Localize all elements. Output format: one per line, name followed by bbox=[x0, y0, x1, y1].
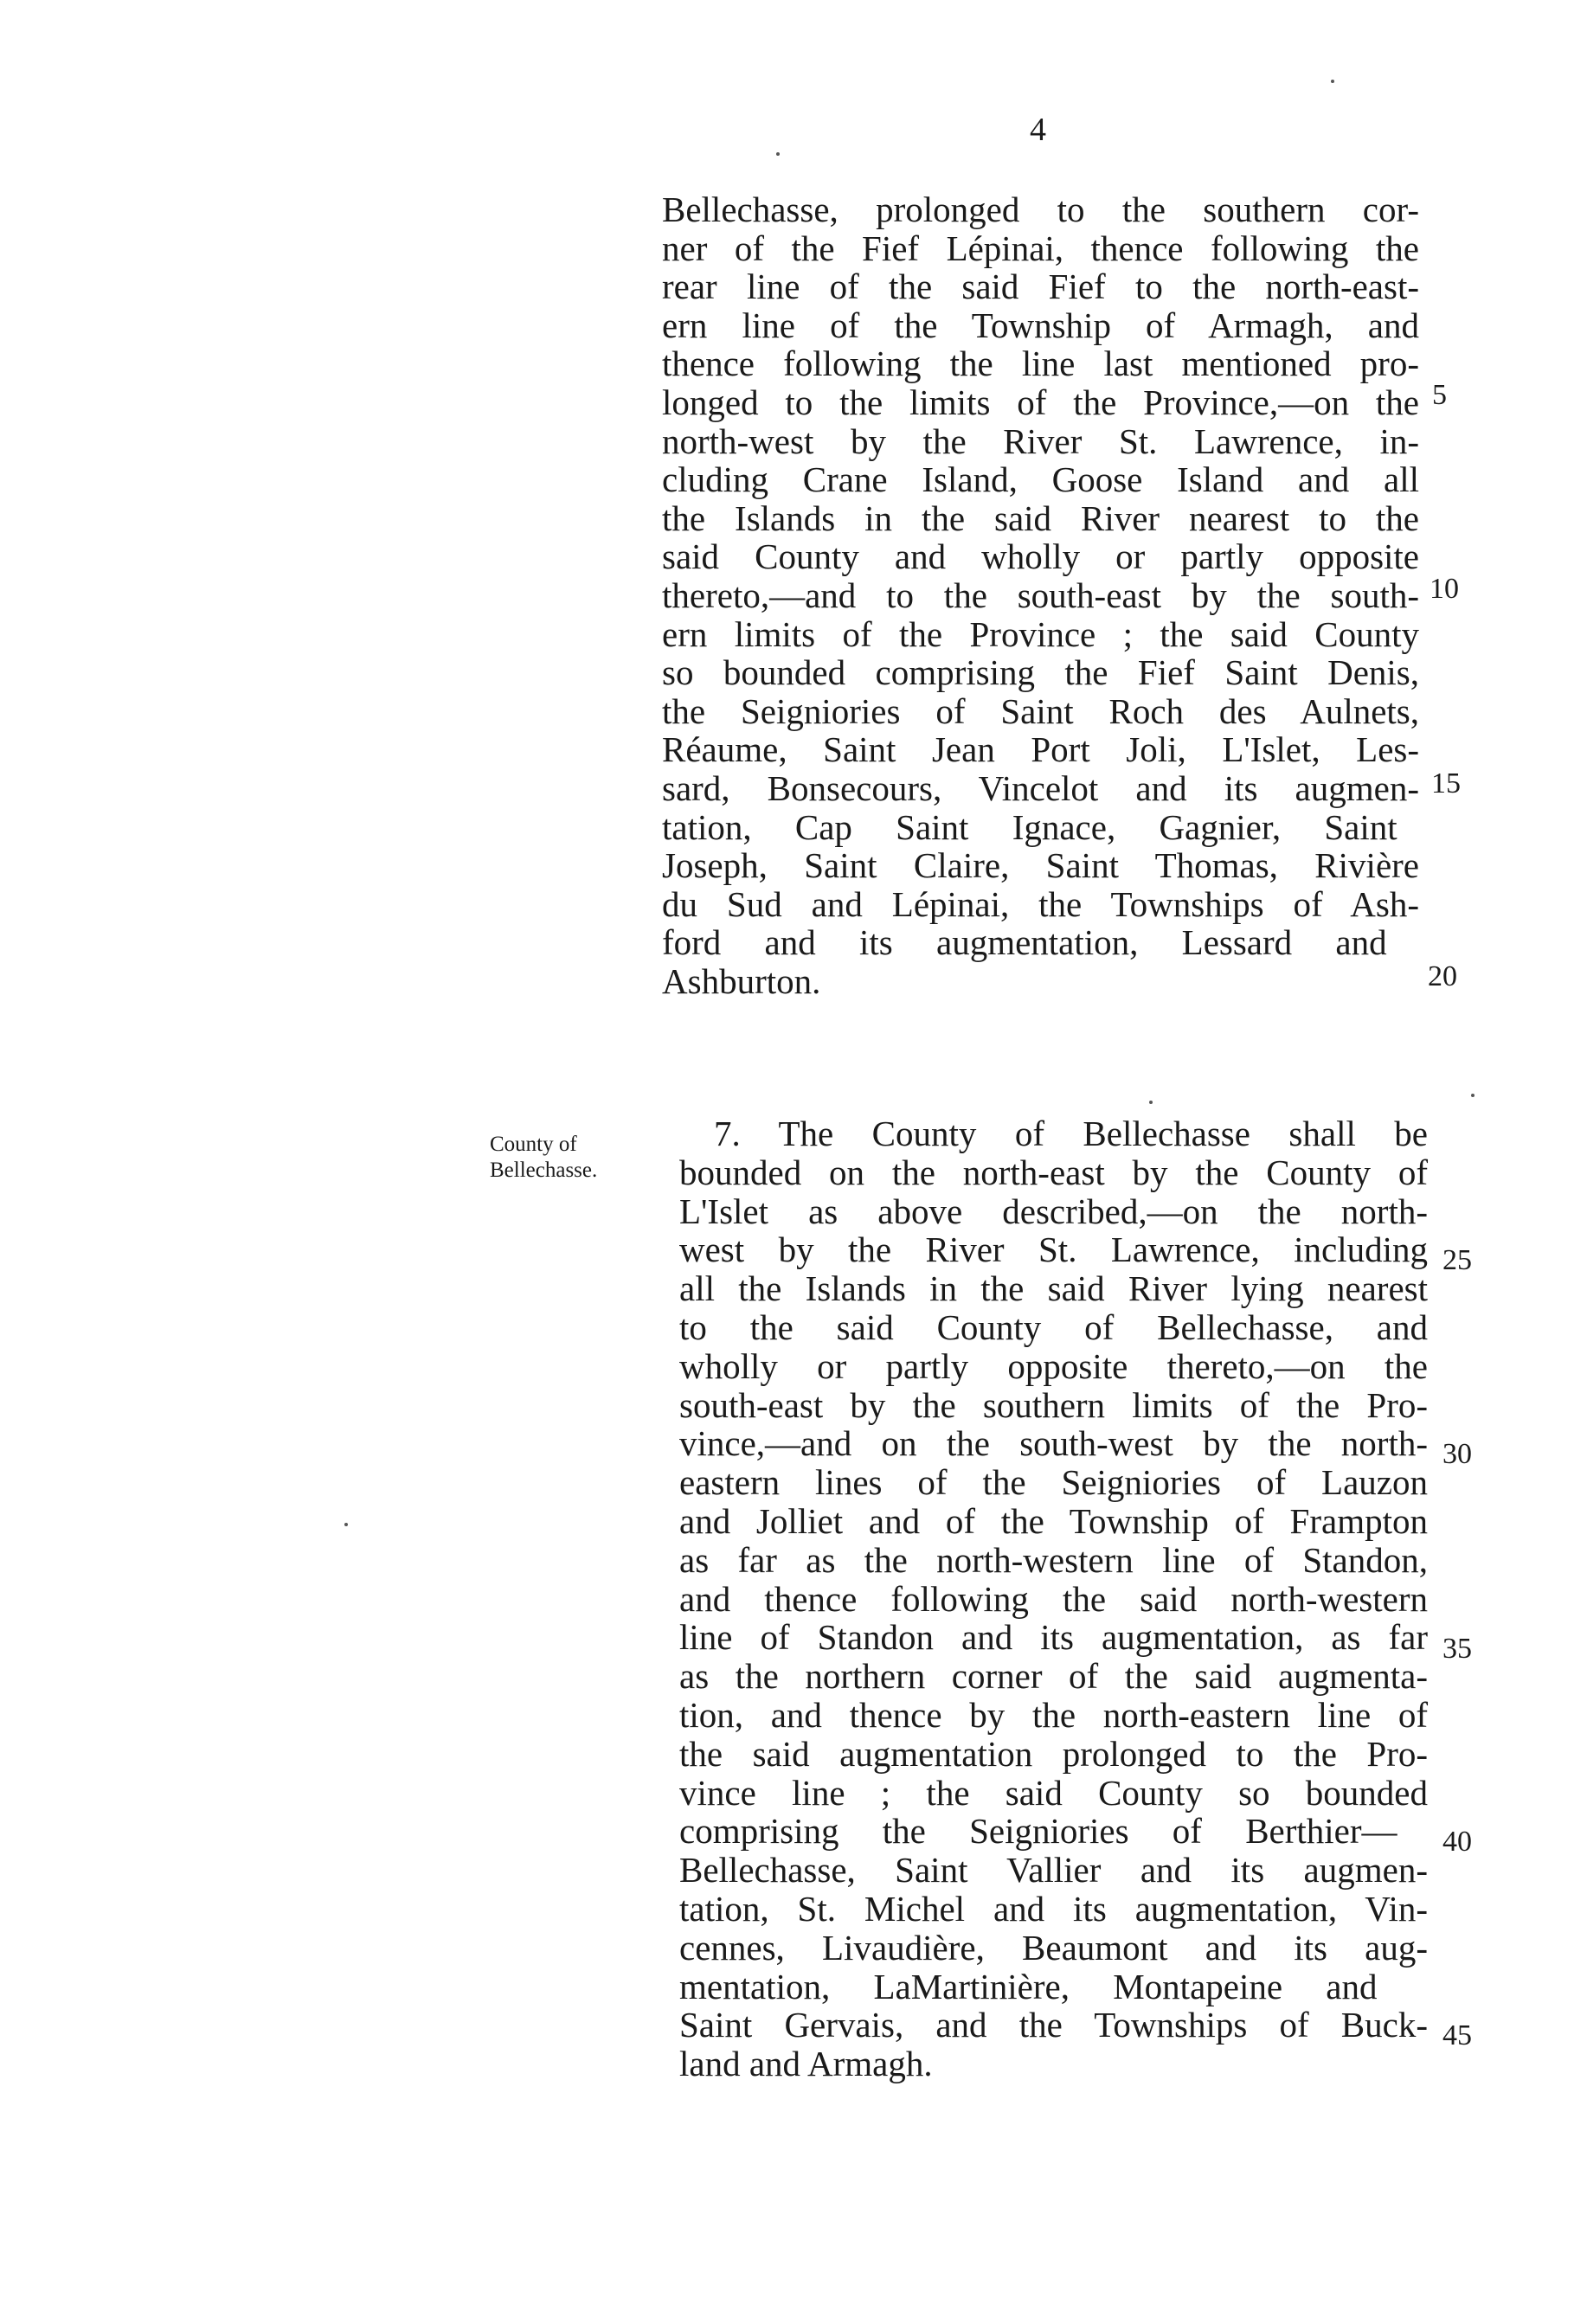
text-line: Réaume, Saint Jean Port Joli, L'Islet, Les- bbox=[662, 729, 1419, 770]
text-line: cluding Crane Island, Goose Island and all bbox=[662, 459, 1419, 500]
marginal-note-line: Bellechasse. bbox=[490, 1159, 598, 1182]
print-speck bbox=[1149, 1101, 1153, 1104]
text-line: cennes, Livaudière, Beaumont and its aug- bbox=[679, 1927, 1428, 1968]
text-line: as far as the north-western line of Standon, bbox=[679, 1539, 1428, 1580]
line-number: 10 bbox=[1430, 573, 1459, 605]
text-line: north-west by the River St. Lawrence, in- bbox=[662, 421, 1419, 461]
text-line: vince,—and on the south-west by the north- bbox=[679, 1423, 1428, 1464]
text-line: the Seigniories of Saint Roch des Aulnets, bbox=[662, 690, 1419, 731]
text-line: the Islands in the said River nearest to the bbox=[662, 498, 1419, 538]
text-line: and thence following the said north-western bbox=[679, 1578, 1428, 1619]
text-line: 7. The County of Bellechasse shall be bbox=[714, 1114, 1428, 1153]
text-line: du Sud and Lépinai, the Townships of Ash- bbox=[662, 883, 1419, 924]
text-line: L'Islet as above described,—on the north- bbox=[679, 1191, 1428, 1231]
print-speck bbox=[1331, 80, 1334, 83]
text-line: mentation, LaMartinière, Montapeine and bbox=[679, 1966, 1378, 2006]
page-number: 4 bbox=[1030, 112, 1046, 148]
text-line: tation, St. Michel and its augmentation, Vin- bbox=[679, 1889, 1428, 1929]
text-line: vince line ; the said County so bounded bbox=[679, 1772, 1428, 1813]
text-line: the said augmentation prolonged to the Pro- bbox=[679, 1733, 1428, 1774]
text-line: line of Standon and its augmentation, as far bbox=[679, 1617, 1428, 1658]
text-line: ern line of the Township of Armagh, and bbox=[662, 305, 1419, 345]
text-line: land and Armagh. bbox=[679, 2044, 933, 2084]
text-line: ford and its augmentation, Lessard and bbox=[662, 922, 1387, 963]
line-number: 45 bbox=[1442, 2019, 1472, 2051]
line-number: 40 bbox=[1442, 1826, 1472, 1858]
text-line: to the said County of Bellechasse, and bbox=[679, 1307, 1428, 1347]
text-line: thence following the line last mentioned pro- bbox=[662, 343, 1419, 384]
text-line: eastern lines of the Seigniories of Lauzon bbox=[679, 1462, 1428, 1503]
line-number: 35 bbox=[1442, 1633, 1472, 1665]
text-line: bounded on the north-east by the County of bbox=[679, 1152, 1428, 1192]
text-line: comprising the Seigniories of Berthier— bbox=[679, 1811, 1397, 1852]
text-line: Bellechasse, Saint Vallier and its augmen- bbox=[679, 1850, 1428, 1891]
marginal-note bbox=[490, 1132, 597, 1184]
print-speck bbox=[344, 1523, 348, 1526]
line-number: 20 bbox=[1428, 960, 1457, 992]
line-number: 15 bbox=[1431, 767, 1461, 799]
line-number: 25 bbox=[1442, 1244, 1472, 1276]
text-line: and Jolliet and of the Township of Frampton bbox=[679, 1501, 1428, 1541]
text-line: Saint Gervais, and the Townships of Buck- bbox=[679, 2005, 1428, 2045]
text-line: thereto,—and to the south-east by the south- bbox=[662, 575, 1419, 615]
marginal-note-line: County of bbox=[490, 1133, 577, 1156]
text-line: west by the River St. Lawrence, including bbox=[679, 1229, 1428, 1270]
text-line: said County and wholly or partly opposite bbox=[662, 536, 1419, 577]
print-speck bbox=[776, 152, 780, 156]
text-line: all the Islands in the said River lying nearest bbox=[679, 1268, 1428, 1309]
text-line: tation, Cap Saint Ignace, Gagnier, Saint bbox=[662, 806, 1397, 847]
text-line: Joseph, Saint Claire, Saint Thomas, Rivière bbox=[662, 845, 1419, 886]
text-line: ner of the Fief Lépinai, thence following the bbox=[662, 228, 1419, 268]
text-line: longed to the limits of the Province,—on the bbox=[662, 382, 1419, 422]
line-number: 30 bbox=[1442, 1438, 1472, 1470]
print-speck bbox=[1471, 1094, 1475, 1097]
text-line: Bellechasse, prolonged to the southern cor- bbox=[662, 189, 1419, 229]
text-line: sard, Bonsecours, Vincelot and its augmen- bbox=[662, 768, 1419, 808]
line-number: 5 bbox=[1432, 379, 1447, 411]
text-line: as the northern corner of the said augmenta- bbox=[679, 1656, 1428, 1697]
text-line: south-east by the southern limits of the Pro- bbox=[679, 1384, 1428, 1425]
text-line: rear line of the said Fief to the north-east- bbox=[662, 266, 1419, 307]
text-line: tion, and thence by the north-eastern line of bbox=[679, 1695, 1428, 1735]
text-line: so bounded comprising the Fief Saint Denis, bbox=[662, 652, 1419, 693]
text-line: ern limits of the Province ; the said County bbox=[662, 613, 1419, 654]
text-line: Ashburton. bbox=[662, 961, 821, 1001]
text-line: wholly or partly opposite thereto,—on the bbox=[679, 1345, 1428, 1386]
